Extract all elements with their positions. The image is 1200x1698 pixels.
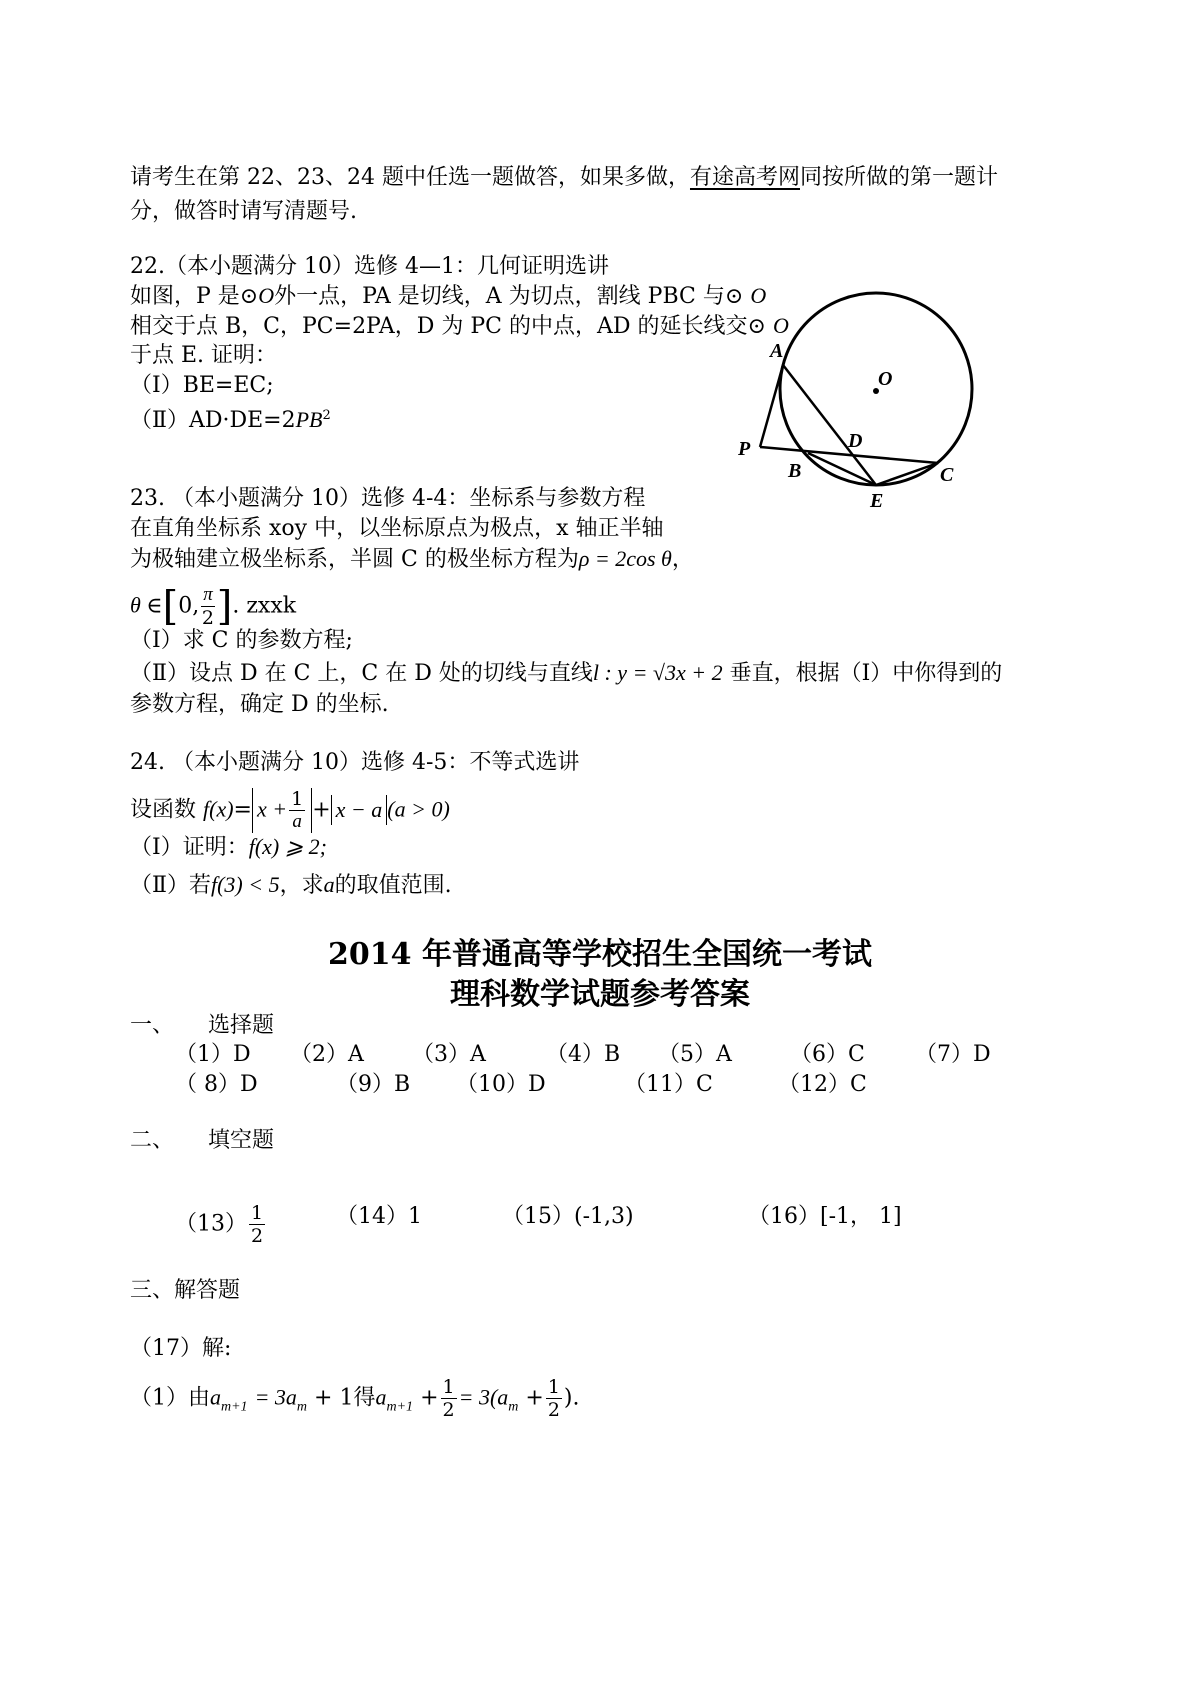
section3-label: 三、解答题	[130, 1278, 241, 1303]
q17-step-1: （1）由$a_{m+1} = 3a_m + 1$得$a_{m+1}$ + $\frac{1}{2}$ = $3(a_m$ + $\frac{1}{2}$ ).	[130, 1376, 580, 1421]
answers-title-line-2: 理科数学试题参考答案	[450, 977, 750, 1012]
choice-answer: （2）A	[290, 1042, 364, 1067]
q24-part-1: （Ⅰ）证明：f(x) ⩾ 2;	[130, 834, 327, 860]
answers-title-line-1: 2014 年普通高等学校招生全国统一考试	[328, 937, 872, 972]
q24-heading: 24. （本小题满分 10）选修 4-5：不等式选讲	[130, 750, 580, 775]
q22-part-1: （Ⅰ）BE=EC;	[130, 373, 274, 398]
choice-answer: （1）D	[175, 1042, 251, 1067]
section2-name: 填空题	[208, 1128, 275, 1153]
fill-answer-13: （13） $\frac{1}{2}$	[175, 1202, 264, 1247]
intro-line-1	[130, 163, 998, 193]
section1-label: 一、	[130, 1013, 175, 1038]
q24-line-1: 设函数 f(x)= x + $\frac{1}{a}$ + x − a (a > 0)	[130, 788, 450, 832]
site-link[interactable]: 有途高考网	[689, 165, 800, 190]
q22-line-1: 如图，P 是⊙O外一点，PA 是切线，A 为切点，割线 PBC 与⊙ O	[130, 283, 767, 309]
fill-answer-16: （16）[-1， 1]	[748, 1204, 902, 1229]
q22-line-3: 于点 E. 证明：	[130, 343, 278, 368]
q23-part-2-cont: 参数方程，确定 D 的坐标.	[130, 692, 389, 717]
q17-label: （17）解:	[130, 1336, 232, 1361]
label-o: O	[878, 368, 893, 390]
circle-symbol-icon: ⊙	[724, 284, 744, 309]
choice-answer: （12）C	[778, 1072, 867, 1097]
label-d: D	[848, 430, 863, 452]
choice-answer: （11）C	[624, 1072, 713, 1097]
geometry-figure	[730, 285, 1030, 525]
label-c: C	[940, 464, 954, 486]
q22-heading: 22.（本小题满分 10）选修 4—1：几何证明选讲	[130, 254, 609, 279]
q23-part-2: （Ⅱ）设点 D 在 C 上，C 在 D 处的切线与直线l : y = √3x + 2 垂直，根据（Ⅰ）中你得到的	[130, 660, 1003, 686]
choice-answer: （9）B	[336, 1072, 411, 1097]
label-b: B	[788, 460, 802, 482]
q23-heading: 23. （本小题满分 10）选修 4-4：坐标系与参数方程	[130, 486, 646, 511]
label-p: P	[738, 438, 751, 460]
section1-name: 选择题	[208, 1013, 275, 1038]
choice-answer: （5）A	[658, 1042, 732, 1067]
circle-symbol-icon: ⊙	[747, 314, 766, 339]
q22-line-2: 相交于点 B，C，PC=2PA，D 为 PC 的中点，AD 的延长线交⊙ O	[130, 313, 789, 339]
q23-line-2: 为极轴建立极坐标系，半圆 C 的极坐标方程为ρ = 2cos θ，	[130, 546, 694, 572]
choice-answer: （6）C	[790, 1042, 865, 1067]
label-a: A	[770, 340, 784, 362]
choice-answer: （4）B	[546, 1042, 621, 1067]
q23-line-1: 在直角坐标系 xoy 中，以坐标原点为极点，x 轴正半轴	[130, 516, 664, 541]
choice-answer: （3）A	[412, 1042, 486, 1067]
label-e: E	[870, 490, 884, 512]
choice-answer: （10）D	[456, 1072, 546, 1097]
fill-answer-14: （14）1	[336, 1204, 422, 1229]
q23-part-1: （Ⅰ）求 C 的参数方程;	[130, 628, 353, 653]
fill-answer-15: （15）(-1,3)	[502, 1204, 634, 1229]
intro-line-2: 分，做答时请写清题号.	[130, 199, 357, 224]
choice-answer: （7）D	[915, 1042, 991, 1067]
q22-part-2: $(Ⅱ)AD\cdot DE=2PB^2$	[130, 407, 331, 433]
circle-symbol-icon: ⊙	[239, 284, 259, 309]
q24-part-2: （Ⅱ）若f(3) < 5，求a的取值范围.	[130, 872, 452, 898]
intro-text: 请考生在第 22、23、24 题中任选一题做答，如果多做，	[130, 165, 690, 190]
intro-text-tail: 同按所做的第一题计	[800, 165, 999, 190]
choice-answer: （ 8）D	[175, 1072, 258, 1097]
q23-line-3: θ ∈[0, $\frac{\pi}{2}$ ]. zxxk	[130, 583, 297, 630]
section2-label: 二、	[130, 1128, 175, 1153]
